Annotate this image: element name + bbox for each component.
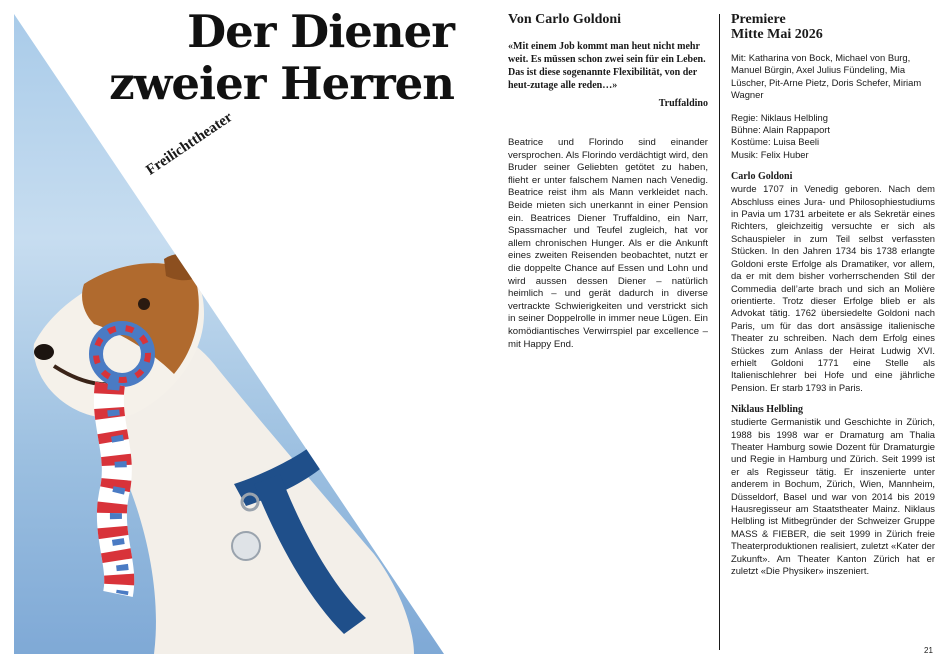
premiere-heading	[731, 12, 935, 42]
dog-photo	[14, 14, 444, 654]
bio-helbling-text: studierte Germanistik und Geschichte in Zürich, 1988 bis 1998 war er Dramaturg am Thalia Theater Hamburg sowie Dozent für Dramaturgie und Regie in Hamburg und Zürich. Seit 1999 ist er als Regisseur tätig. Er inszenierte unter anderem in Bochum, Zürich, Wien, Mannheim, Düsseldorf, Basel und war von 2014 bis 2019 Hausregisseur am Staatstheater Mainz. Niklaus Helbling ist Mitbegründer der Schweizer Gruppe MASS & FIEBER, die seit 1999 in Zürich freie Theaterproduktionen realisiert, zuletzt «Kater der Zukunft». Am Theater Kanton Zürich hat er zuletzt «Die Physiker» inszeniert.	[731, 416, 935, 577]
cast-list: Mit: Katharina von Bock, Michael von Burg, Manuel Bürgin, Axel Julius Fündeling, Mia Lüscher, Pit-Arne Pietz, Doris Schefer, Miriam Wagner	[731, 52, 922, 101]
quote-author: Truffaldino	[658, 98, 708, 109]
pull-quote: «Mit einem Job kommt man heut nicht mehr weit. Es müssen schon zwei sein für ein Leben. Das ist diese sogenannte Flexibilität, von der heut-zutage alle reden…»	[508, 41, 706, 91]
synopsis-text: Beatrice und Florindo sind einander versprochen. Als Florindo verdächtigt wird, den Bruder seiner Geliebten getötet zu haben, flieht er unter falschem Namen nach Venedig. Beatrice reist ihm als Mann verkleidet nach. Beide mieten sich unerkannt in einer Pension ein. Beatrices Diener Truffaldino, ein Narr, Spassmacher und Teufel zugleich, hat vor allem chronischen Hunger. Als er die Ankunft eines zweiten Reisenden beobachtet, nutzt er die doppelte Chance auf Essen und Lohn und wird aussen dessen Diener – natürlich heimlich – und gerät dadurch in diverse vertrackte Schwierigkeiten und verstrickt sich in seiner Doppelrolle in immer neue Lügen. Ein komödiantisches Verwirrspiel par excellence – mit Happy End.	[508, 137, 708, 350]
credit-musik: Musik: Felix Huber	[731, 148, 809, 160]
bio-helbling-name: Niklaus Helbling	[731, 404, 803, 416]
credit-kostueme: Kostüme: Luisa Beeli	[731, 136, 820, 148]
column-divider	[719, 14, 720, 650]
credits-column	[731, 12, 935, 577]
premiere-date: Mitte Mai 2026	[731, 27, 823, 42]
synopsis-column	[508, 12, 708, 351]
dog-illustration	[14, 14, 444, 654]
section-label: Freilichttheater	[143, 109, 236, 179]
credit-buehne: Bühne: Alain Rappaport	[731, 124, 831, 136]
title-line-1: Der Diener	[187, 5, 454, 58]
bio-goldoni-text: wurde 1707 in Venedig geboren. Nach dem Abschluss eines Jura- und Philosophiestudiums in Pavia um 1731 arbeitete er als Sekretär eines Richters, gleichzeitig versuchte er sich als Schauspieler in zum Teil selbst verfassten Stücken. In den Jahren 1734 bis 1738 erlangte Goldoni erste Erfolge als Dramatiker, vor allem, da er mit dem bisher vorherrschenden Stil der Commedia dell’arte brach und sich an Molière orientierte. Trotz dieser Erfolge blieb er als Advokat tätig. 1762 übersiedelte Goldoni nach Paris, um für das dort ansässige italienische Theater zu schreiben. Nach dem Erfolg eines Stückes zum Anlass der Heirat Ludwig XVI. erhielt Goldoni 1771 eine Stelle als Italienischlehrer bei Hofe und eine jährliche Pension. Er starb 1793 in Paris.	[731, 183, 935, 393]
byline: Von Carlo Goldoni	[508, 12, 622, 27]
premiere-label: Premiere	[731, 12, 786, 27]
title-line-2: zweier Herren	[109, 57, 454, 110]
credit-regie: Regie: Niklaus Helbling	[731, 111, 828, 123]
page-title	[104, 6, 454, 110]
bio-goldoni-name: Carlo Goldoni	[731, 171, 793, 183]
page-number: 21	[924, 646, 933, 655]
